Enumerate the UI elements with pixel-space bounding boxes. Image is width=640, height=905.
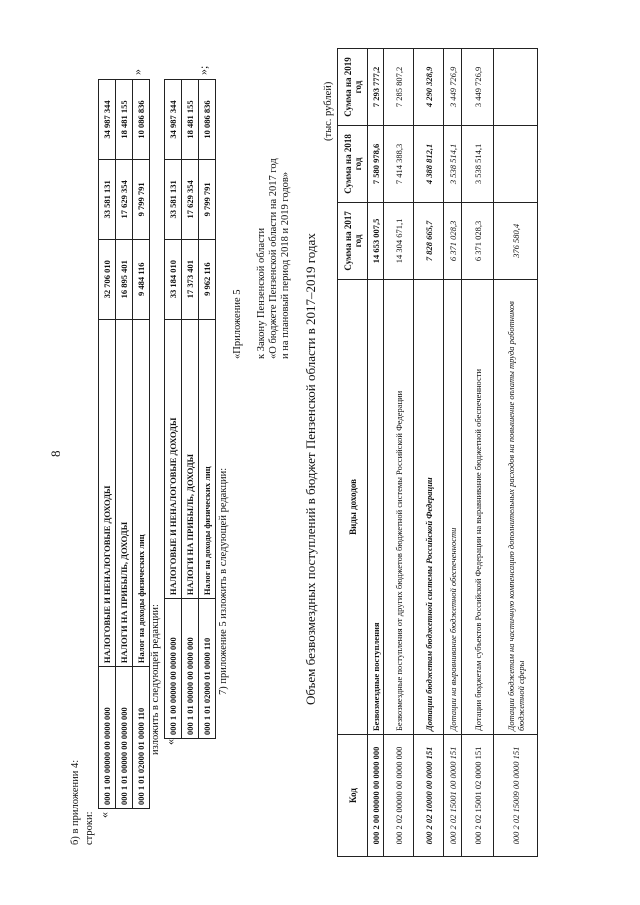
- close-quote: »: [130, 69, 144, 75]
- header-code: Код: [338, 735, 368, 857]
- name-cell: Дотации на выравнивание бюджетной обеспеченности: [444, 279, 462, 734]
- value-cell: 3 538 514,1: [444, 125, 462, 202]
- table-row: [165, 80, 182, 739]
- value-cell: 10 086 836: [133, 80, 150, 160]
- value-cell: 4 388 812,1: [414, 125, 444, 202]
- item-7-text: 7) приложение 5 изложить в следующей редакции:: [218, 467, 229, 695]
- name-cell: Дотации бюджетам бюджетной системы Российской Федерации: [414, 279, 444, 734]
- name-cell: Дотации бюджетам на частичную компенсацию дополнительных расходов на повышение оплаты труда работников бюджетной сферы: [494, 279, 538, 734]
- value-cell: 376 580,4: [494, 202, 538, 279]
- code-cell: 000 2 00 00000 00 0000 000: [368, 735, 384, 857]
- value-cell: [494, 49, 538, 126]
- name-cell: Безвозмездные поступления от других бюджетов бюджетной системы Российской Федерации: [384, 279, 414, 734]
- value-cell: 9 484 116: [133, 239, 150, 319]
- replace-label: изложить в следующей редакции:: [150, 604, 161, 755]
- code-cell: 000 2 02 15001 02 0000 151: [462, 735, 494, 857]
- value-cell: 16 895 401: [116, 239, 133, 319]
- table-row: [384, 49, 414, 857]
- value-cell: 34 987 344: [99, 80, 116, 160]
- value-cell: [494, 125, 538, 202]
- header-2019: Сумма на 2019 год: [338, 49, 368, 126]
- value-cell: 14 304 671,1: [384, 202, 414, 279]
- value-cell: 7 414 388,3: [384, 125, 414, 202]
- code-cell: 000 1 00 00000 00 0000 000: [99, 667, 116, 809]
- value-cell: 7 828 665,7: [414, 202, 444, 279]
- value-cell: 9 799 791: [199, 159, 216, 239]
- new-rows-table: [164, 79, 216, 739]
- code-cell: 000 1 01 02000 01 0000 110: [133, 667, 150, 809]
- name-cell: НАЛОГИ НА ПРИБЫЛЬ, ДОХОДЫ: [116, 319, 133, 666]
- appendix-line: «О бюджете Пензенской области на 2017 год: [268, 158, 279, 359]
- value-cell: 17 629 354: [116, 159, 133, 239]
- appendix-line: и на плановый период 2018 и 2019 годов»: [280, 171, 291, 359]
- close-quote: »;: [196, 65, 210, 75]
- header-2017: Сумма на 2017 год: [338, 202, 368, 279]
- appendix-title: «Приложение 5: [232, 289, 243, 359]
- table-title: Объем безвозмездных поступлений в бюджет Пензенской области в 2017–2019 годах: [303, 233, 318, 705]
- table-row: [494, 49, 538, 857]
- appendix-line: к Закону Пензенской области: [256, 227, 267, 359]
- value-cell: 3 538 514,1: [462, 125, 494, 202]
- value-cell: 3 449 726,9: [444, 49, 462, 126]
- value-cell: 34 987 344: [165, 80, 182, 160]
- value-cell: 17 373 401: [182, 239, 199, 319]
- value-cell: 6 371 028,3: [462, 202, 494, 279]
- name-cell: Налог на доходы физических лиц: [199, 319, 216, 599]
- code-cell: 000 1 01 00000 00 0000 000: [182, 599, 199, 739]
- open-quote: «: [97, 812, 111, 818]
- value-cell: 17 629 354: [182, 159, 199, 239]
- table-row: [414, 49, 444, 857]
- value-cell: 3 449 726,9: [462, 49, 494, 126]
- value-cell: 14 653 007,5: [368, 202, 384, 279]
- page-number: 8: [48, 450, 63, 457]
- code-cell: 000 2 02 15001 00 0000 151: [444, 735, 462, 857]
- value-cell: 7 580 978,6: [368, 125, 384, 202]
- code-cell: 000 1 01 00000 00 0000 000: [116, 667, 133, 809]
- name-cell: Безвозмездные поступления: [368, 279, 384, 734]
- name-cell: НАЛОГИ НА ПРИБЫЛЬ, ДОХОДЫ: [182, 319, 199, 599]
- value-cell: 9 962 116: [199, 239, 216, 319]
- value-cell: 18 481 155: [116, 80, 133, 160]
- code-cell: 000 2 02 10000 00 0000 151: [414, 735, 444, 857]
- code-cell: 000 1 01 02000 01 0000 110: [199, 599, 216, 739]
- code-cell: 000 2 02 00000 00 0000 000: [384, 735, 414, 857]
- table-row: [444, 49, 462, 857]
- table-row: [133, 80, 150, 809]
- item-b-text: б) в приложении 4:: [70, 759, 81, 845]
- value-cell: 33 581 131: [165, 159, 182, 239]
- name-cell: НАЛОГОВЫЕ И НЕНАЛОГОВЫЕ ДОХОДЫ: [99, 319, 116, 666]
- header-name: Виды доходов: [338, 279, 368, 734]
- revenue-table: [337, 48, 538, 857]
- value-cell: 32 706 010: [99, 239, 116, 319]
- old-rows-table: [98, 79, 150, 809]
- value-cell: 10 086 836: [199, 80, 216, 160]
- value-cell: 33 581 131: [99, 159, 116, 239]
- table-row: [462, 49, 494, 857]
- open-quote: «: [163, 739, 177, 745]
- value-cell: 9 799 791: [133, 159, 150, 239]
- code-cell: 000 2 02 15009 00 0000 151: [494, 735, 538, 857]
- table-row: [116, 80, 133, 809]
- value-cell: 33 184 010: [165, 239, 182, 319]
- name-cell: Дотации бюджетам субъектов Российской Федерации на выравнивание бюджетной обеспеченности: [462, 279, 494, 734]
- value-cell: 4 290 328,9: [414, 49, 444, 126]
- rows-label: строки:: [84, 811, 95, 845]
- code-cell: 000 1 00 00000 00 0000 000: [165, 599, 182, 739]
- value-cell: 6 371 028,3: [444, 202, 462, 279]
- header-2018: Сумма на 2018 год: [338, 125, 368, 202]
- table-header-row: [338, 49, 368, 857]
- value-cell: 7 285 807,2: [384, 49, 414, 126]
- table-row: [199, 80, 216, 739]
- table-row: [182, 80, 199, 739]
- value-cell: 18 481 155: [182, 80, 199, 160]
- name-cell: Налог на доходы физических лиц: [133, 319, 150, 666]
- value-cell: 7 293 777,2: [368, 49, 384, 126]
- units-label: (тыс. рублей): [323, 81, 334, 141]
- table-row: [99, 80, 116, 809]
- table-row: [368, 49, 384, 857]
- name-cell: НАЛОГОВЫЕ И НЕНАЛОГОВЫЕ ДОХОДЫ: [165, 319, 182, 599]
